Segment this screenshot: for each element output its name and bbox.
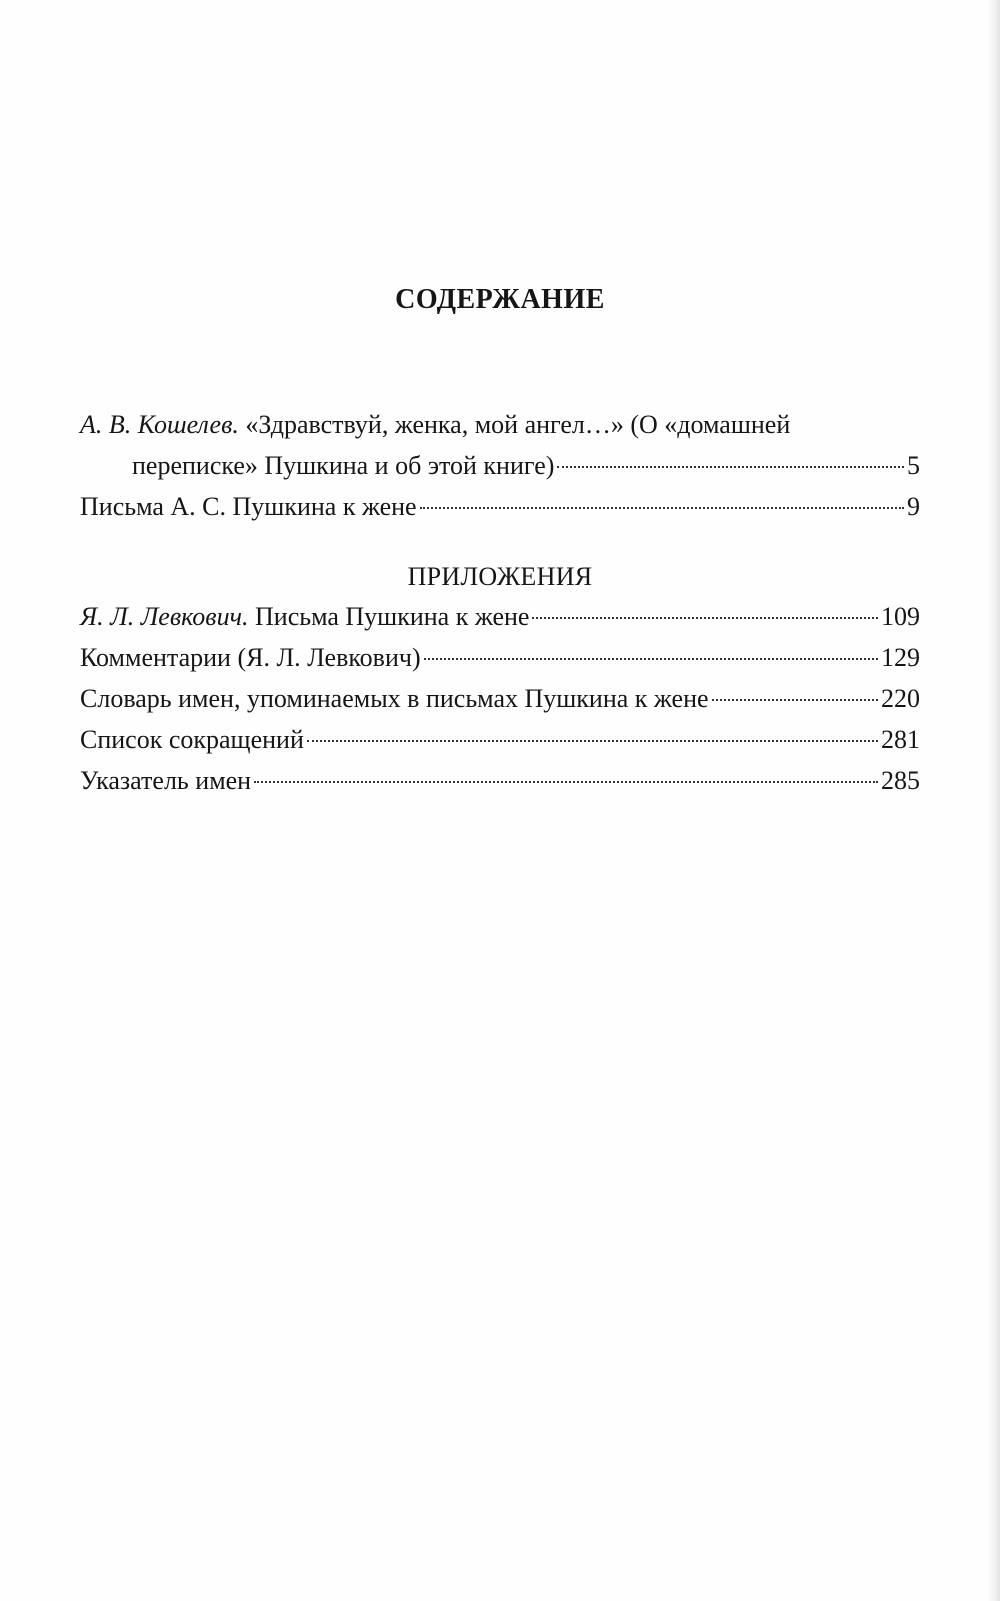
toc-entry-dictionary [80, 678, 920, 719]
entry-title: Указатель имен [80, 766, 252, 795]
page-number: 129 [881, 643, 920, 672]
entry-label [80, 596, 529, 637]
entry-author: А. В. Кошелев. [80, 410, 239, 439]
entry-title: Письма А. С. Пушкина к жене [80, 492, 417, 521]
entry-title: Письма Пушкина к жене [255, 602, 530, 631]
page-number: 5 [907, 451, 920, 480]
entry-author: Я. Л. Левкович. [80, 602, 249, 631]
entry-title: «Здравствуй, женка, мой ангел…» (О «домашней [245, 410, 791, 439]
dot-leader [712, 699, 878, 701]
toc-entry-levkovich [80, 596, 920, 637]
entry-title: Список сокращений [80, 725, 304, 754]
toc-entry-letters [80, 486, 920, 527]
dot-leader [254, 781, 878, 783]
toc-entry-abbreviations [80, 719, 920, 760]
appendix-heading: ПРИЛОЖЕНИЯ [407, 562, 593, 591]
toc-entry-line [80, 445, 920, 486]
toc-entry-comments [80, 637, 920, 678]
page-number: 220 [881, 684, 920, 713]
toc-entry-line [80, 404, 920, 445]
dot-leader [424, 658, 878, 660]
page-number: 9 [907, 492, 920, 521]
entry-title-continued: переписке» Пушкина и об этой книге) [132, 451, 555, 480]
page-number: 285 [881, 766, 920, 795]
toc-main [80, 404, 920, 527]
page-edge-shadow [986, 0, 1000, 1601]
dot-leader [557, 466, 904, 468]
entry-title: Комментарии (Я. Л. Левкович) [80, 643, 421, 672]
dot-leader [307, 740, 878, 742]
toc-entry-index [80, 760, 920, 801]
page-number: 109 [881, 602, 920, 631]
page-title: СОДЕРЖАНИЕ [395, 284, 605, 315]
toc-appendix [80, 596, 920, 801]
page-number: 281 [881, 725, 920, 754]
entry-title: Словарь имен, упоминаемых в письмах Пушкина к жене [80, 684, 709, 713]
dot-leader [532, 617, 878, 619]
toc-entry-koshelev [80, 404, 920, 486]
dot-leader [420, 507, 904, 509]
